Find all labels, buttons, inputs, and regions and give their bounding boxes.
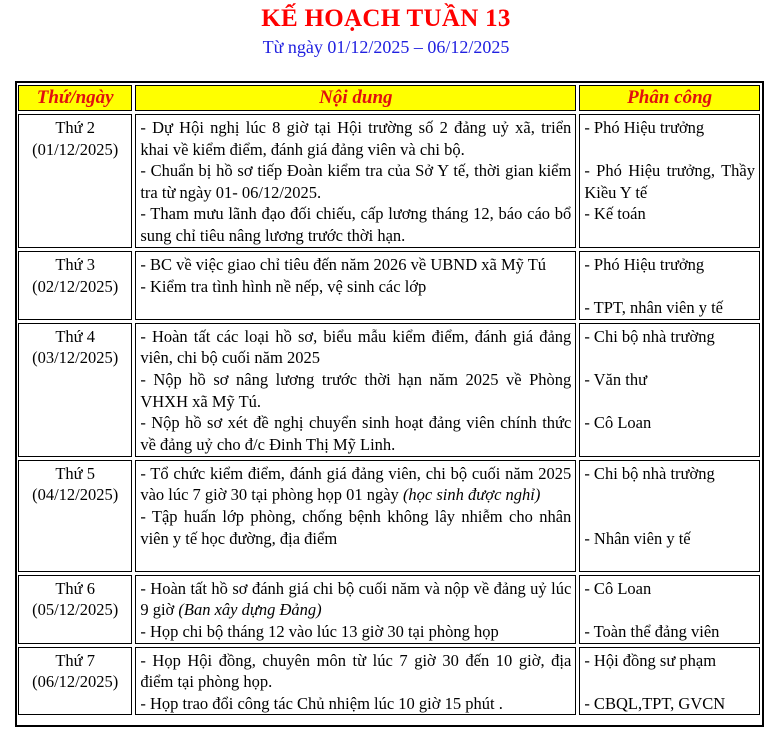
header-assign: Phân công [579,85,760,111]
day-cell [18,251,132,320]
day-cell [18,114,132,248]
page-title: KẾ HOẠCH TUẦN 13 [261,5,511,32]
assign-cell [579,251,760,320]
header-day: Thứ/ngày [18,85,132,111]
header-content: Nội dung [135,85,576,111]
content-cell [135,323,576,457]
assignee: - Kế toán [584,204,646,224]
day-cell [18,460,132,572]
assignee: - CBQL,TPT, GVCN [584,693,726,713]
task-item: - Tham mưu lãnh đạo đối chiếu, cấp lương tháng 12, báo cáo bổ sung chỉ tiêu nâng lương trước thời hạn. [140,204,572,245]
task-item: - Hoàn tất hồ sơ đánh giá chi bộ cuối năm và nộp về đảng uỷ lúc 9 giờ (Ban xây dựng Đảng) [140,578,572,620]
task-item: - Chuẩn bị hồ sơ tiếp Đoàn kiểm tra của Sở Y tế, thời gian kiểm tra từ ngày 01- 06/12/2025. [140,161,572,202]
assign-cell [579,647,760,716]
table-row [18,460,760,572]
assignee: - Chi bộ nhà trường [584,326,715,346]
task-item: - Họp chi bộ tháng 12 vào lúc 13 giờ 30 tại phòng họp [140,621,499,641]
assign-cell [579,114,760,248]
day-label: Thứ 4 [55,326,95,346]
assignee: - Phó Hiệu trưởng, Thầy Kiều Y tế [584,161,755,202]
day-date: (02/12/2025) [32,276,119,296]
day-date: (06/12/2025) [32,672,119,692]
content-cell [135,460,576,572]
day-date: (05/12/2025) [32,600,119,620]
task-item: - Kiểm tra tình hình nề nếp, vệ sinh các lớp [140,276,427,296]
assignee: - Văn thư [584,369,648,389]
day-label: Thứ 5 [55,463,95,483]
day-label: Thứ 6 [55,578,95,598]
table-row [18,647,760,716]
assignee: - Phó Hiệu trưởng [584,255,705,274]
content-cell [135,647,576,716]
assignee: - Cô Loan [584,578,652,598]
day-label: Thứ 2 [55,118,95,137]
assignee: - Cô Loan [584,413,652,433]
assignee: - Nhân viên y tế [584,528,691,548]
task-item: - Tổ chức kiểm điểm, đánh giá đảng viên, chi bộ cuối năm 2025 vào lúc 7 giờ 30 tại phòng họp 01 ngày (học sinh được nghỉ) [140,463,572,505]
task-item: - Họp trao đổi công tác Chủ nhiệm lúc 10 giờ 15 phút . [140,693,503,713]
content-cell [135,251,576,320]
table-row [18,251,760,320]
task-item: - Nộp hồ sơ xét đề nghị chuyển sinh hoạt đảng viên chính thức về đảng uỷ cho đ/c Đinh Thị Mỹ Linh. [140,413,572,454]
assignee: - Chi bộ nhà trường [584,463,715,483]
task-item: - BC về việc giao chỉ tiêu đến năm 2026 về UBND xã Mỹ Tú [140,255,547,274]
content-cell [135,575,576,644]
task-item: - Dự Hội nghị lúc 8 giờ tại Hội trường số 2 đảng uỷ xã, triển khai về kiểm điểm, đánh giá đảng viên và chi bộ. [140,118,572,159]
table-row [18,323,760,457]
day-label: Thứ 7 [55,650,95,670]
day-label: Thứ 3 [55,255,95,274]
assignee: - TPT, nhân viên y tế [584,298,724,318]
day-cell [18,575,132,644]
weekly-plan-table [15,82,763,718]
day-date: (01/12/2025) [32,139,119,159]
content-cell [135,114,576,248]
assignee: - Hội đồng sư phạm [584,650,717,670]
task-item: - Hoàn tất các loại hồ sơ, biểu mẫu kiểm điểm, đánh giá đảng viên, chi bộ cuối năm 2025 [140,326,572,368]
day-date: (03/12/2025) [32,348,119,368]
assignee: - Toàn thể đảng viên [584,621,720,641]
day-cell [18,323,132,457]
task-item: - Họp Hội đồng, chuyên môn từ lúc 7 giờ 30 đến 10 giờ, địa điểm tại phòng họp. [140,650,572,692]
assignee: - Phó Hiệu trưởng [584,118,705,137]
date-range: Từ ngày 01/12/2025 – 06/12/2025 [262,37,510,57]
day-cell [18,647,132,716]
table-row [18,575,760,644]
assign-cell [579,575,760,644]
assign-cell [579,323,760,457]
assign-cell [579,460,760,572]
table-header-row [18,85,760,111]
task-item: - Nộp hồ sơ nâng lương trước thời hạn năm 2025 về Phòng VHXH xã Mỹ Tú. [140,369,572,411]
day-date: (04/12/2025) [32,485,119,505]
table-row [18,114,760,248]
task-item: - Tập huấn lớp phòng, chống bệnh không lây nhiễm cho nhân viên y tế học đường, địa điểm [140,506,572,548]
